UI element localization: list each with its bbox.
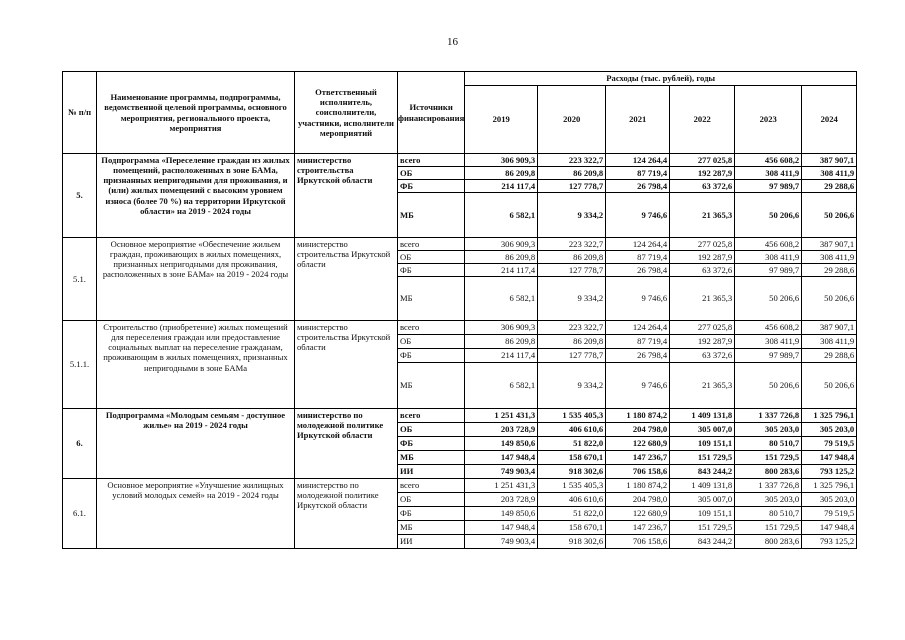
amount-cell: 147 236,7: [606, 451, 670, 465]
funding-source: ФБ: [398, 264, 465, 277]
amount-cell: 86 209,8: [538, 251, 606, 264]
amount-cell: 1 180 874,2: [606, 479, 670, 493]
table-row: [63, 409, 857, 423]
amount-cell: 26 798,4: [606, 264, 670, 277]
item-number: 5.: [63, 154, 97, 238]
amount-cell: 1 325 796,1: [802, 479, 857, 493]
amount-cell: 277 025,8: [670, 238, 735, 251]
amount-cell: 147 948,4: [465, 521, 538, 535]
amount-cell: 80 510,7: [735, 437, 802, 451]
amount-cell: 749 903,4: [465, 465, 538, 479]
amount-cell: 793 125,2: [802, 535, 857, 549]
amount-cell: 223 322,7: [538, 321, 606, 335]
amount-cell: 793 125,2: [802, 465, 857, 479]
header-year: 2023: [735, 86, 802, 154]
amount-cell: 749 903,4: [465, 535, 538, 549]
header-year: 2021: [606, 86, 670, 154]
amount-cell: 86 209,8: [465, 335, 538, 349]
funding-source: всего: [398, 479, 465, 493]
funding-source: ФБ: [398, 180, 465, 193]
amount-cell: 306 909,3: [465, 154, 538, 167]
item-number: 6.: [63, 409, 97, 479]
item-name: Основное мероприятие «Улучшение жилищных условий молодых семей» на 2019 - 2024 годы: [97, 479, 295, 549]
funding-source: МБ: [398, 521, 465, 535]
amount-cell: 192 287,9: [670, 167, 735, 180]
amount-cell: 305 007,0: [670, 493, 735, 507]
amount-cell: 800 283,6: [735, 535, 802, 549]
amount-cell: 124 264,4: [606, 238, 670, 251]
table-body: [63, 154, 857, 549]
amount-cell: 1 337 726,8: [735, 479, 802, 493]
amount-cell: 149 850,6: [465, 437, 538, 451]
funding-source: всего: [398, 154, 465, 167]
item-number: 5.1.1.: [63, 321, 97, 409]
amount-cell: 97 989,7: [735, 180, 802, 193]
amount-cell: 6 582,1: [465, 363, 538, 409]
header-expenses: Расходы (тыс. рублей), годы: [465, 72, 857, 86]
amount-cell: 9 746,6: [606, 193, 670, 238]
amount-cell: 158 670,1: [538, 521, 606, 535]
amount-cell: 87 719,4: [606, 335, 670, 349]
amount-cell: 151 729,5: [735, 521, 802, 535]
amount-cell: 308 411,9: [735, 251, 802, 264]
item-name: Основное мероприятие «Обеспечение жильем граждан, проживающих в жилых помещениях, признанных непригодными для проживания, расположенных в зоне БАМа» на 2019 - 2024 годы: [97, 238, 295, 321]
amount-cell: 50 206,6: [802, 363, 857, 409]
amount-cell: 127 778,7: [538, 349, 606, 363]
budget-table: [62, 71, 857, 549]
amount-cell: 147 948,4: [802, 521, 857, 535]
amount-cell: 79 519,5: [802, 437, 857, 451]
amount-cell: 147 948,4: [465, 451, 538, 465]
header-year: 2022: [670, 86, 735, 154]
amount-cell: 26 798,4: [606, 349, 670, 363]
amount-cell: 86 209,8: [465, 167, 538, 180]
amount-cell: 308 411,9: [735, 335, 802, 349]
amount-cell: 6 582,1: [465, 193, 538, 238]
amount-cell: 86 209,8: [538, 335, 606, 349]
funding-source: ОБ: [398, 335, 465, 349]
amount-cell: 21 365,3: [670, 277, 735, 321]
amount-cell: 1 180 874,2: [606, 409, 670, 423]
amount-cell: 63 372,6: [670, 180, 735, 193]
amount-cell: 9 334,2: [538, 363, 606, 409]
amount-cell: 308 411,9: [802, 251, 857, 264]
amount-cell: 122 680,9: [606, 507, 670, 521]
table-row: [63, 321, 857, 335]
amount-cell: 127 778,7: [538, 180, 606, 193]
amount-cell: 918 302,6: [538, 465, 606, 479]
item-responsible: министерство строительства Иркутской области: [295, 238, 398, 321]
amount-cell: 6 582,1: [465, 277, 538, 321]
amount-cell: 204 798,0: [606, 493, 670, 507]
page-number: 16: [447, 36, 458, 48]
amount-cell: 127 778,7: [538, 264, 606, 277]
amount-cell: 387 907,1: [802, 154, 857, 167]
amount-cell: 151 729,5: [670, 451, 735, 465]
header-year: 2024: [802, 86, 857, 154]
funding-source: МБ: [398, 363, 465, 409]
item-responsible: министерство по молодежной политике Иркутской области: [295, 479, 398, 549]
amount-cell: 1 251 431,3: [465, 409, 538, 423]
item-name: Подпрограмма «Переселение граждан из жилых помещений, расположенных в зоне БАМа, признанных непригодными для проживания, и (или) жилых помещений с высоким уровнем износа (более 70 %) на территории Иркутской области» на 2019 - 2024 годы: [97, 154, 295, 238]
amount-cell: 456 608,2: [735, 238, 802, 251]
amount-cell: 192 287,9: [670, 335, 735, 349]
amount-cell: 918 302,6: [538, 535, 606, 549]
amount-cell: 87 719,4: [606, 167, 670, 180]
amount-cell: 149 850,6: [465, 507, 538, 521]
amount-cell: 706 158,6: [606, 465, 670, 479]
amount-cell: 308 411,9: [802, 335, 857, 349]
funding-source: ОБ: [398, 423, 465, 437]
amount-cell: 305 203,0: [735, 493, 802, 507]
amount-cell: 277 025,8: [670, 321, 735, 335]
amount-cell: 308 411,9: [735, 167, 802, 180]
amount-cell: 80 510,7: [735, 507, 802, 521]
funding-source: МБ: [398, 193, 465, 238]
table-row: [63, 154, 857, 167]
amount-cell: 87 719,4: [606, 251, 670, 264]
amount-cell: 26 798,4: [606, 180, 670, 193]
amount-cell: 9 334,2: [538, 277, 606, 321]
amount-cell: 50 206,6: [802, 277, 857, 321]
amount-cell: 214 117,4: [465, 349, 538, 363]
item-name: Строительство (приобретение) жилых помещений для переселения граждан или предоставление социальных выплат на переселение гражданам, проживающим в жилых помещениях, признанных непригодными в зоне БАМа: [97, 321, 295, 409]
header-year: 2019: [465, 86, 538, 154]
header-num: № п/п: [63, 72, 97, 154]
amount-cell: 63 372,6: [670, 264, 735, 277]
amount-cell: 1 535 405,3: [538, 409, 606, 423]
amount-cell: 203 728,9: [465, 493, 538, 507]
amount-cell: 305 203,0: [802, 423, 857, 437]
amount-cell: 151 729,5: [670, 521, 735, 535]
amount-cell: 214 117,4: [465, 264, 538, 277]
header-responsible: Ответственный исполнитель, соисполнители, участники, исполнители мероприятий: [295, 72, 398, 154]
amount-cell: 21 365,3: [670, 363, 735, 409]
item-responsible: министерство строительства Иркутской области: [295, 321, 398, 409]
amount-cell: 50 206,6: [735, 193, 802, 238]
amount-cell: 124 264,4: [606, 154, 670, 167]
amount-cell: 97 989,7: [735, 349, 802, 363]
amount-cell: 456 608,2: [735, 321, 802, 335]
amount-cell: 86 209,8: [465, 251, 538, 264]
table-row: [63, 238, 857, 251]
amount-cell: 214 117,4: [465, 180, 538, 193]
amount-cell: 305 007,0: [670, 423, 735, 437]
amount-cell: 1 337 726,8: [735, 409, 802, 423]
amount-cell: 706 158,6: [606, 535, 670, 549]
amount-cell: 29 288,6: [802, 264, 857, 277]
amount-cell: 204 798,0: [606, 423, 670, 437]
item-number: 5.1.: [63, 238, 97, 321]
header-name: Наименование программы, подпрограммы, ведомственной целевой программы, основного мероприятия, регионального проекта, мероприятия: [97, 72, 295, 154]
amount-cell: 29 288,6: [802, 349, 857, 363]
header-source: Источники финансирования: [398, 72, 465, 154]
amount-cell: 9 746,6: [606, 277, 670, 321]
amount-cell: 158 670,1: [538, 451, 606, 465]
amount-cell: 50 206,6: [735, 277, 802, 321]
amount-cell: 97 989,7: [735, 264, 802, 277]
amount-cell: 21 365,3: [670, 193, 735, 238]
funding-source: всего: [398, 238, 465, 251]
amount-cell: 406 610,6: [538, 493, 606, 507]
funding-source: ФБ: [398, 437, 465, 451]
amount-cell: 1 251 431,3: [465, 479, 538, 493]
amount-cell: 63 372,6: [670, 349, 735, 363]
amount-cell: 51 822,0: [538, 437, 606, 451]
amount-cell: 203 728,9: [465, 423, 538, 437]
amount-cell: 456 608,2: [735, 154, 802, 167]
funding-source: всего: [398, 409, 465, 423]
amount-cell: 406 610,6: [538, 423, 606, 437]
amount-cell: 122 680,9: [606, 437, 670, 451]
funding-source: ФБ: [398, 349, 465, 363]
amount-cell: 86 209,8: [538, 167, 606, 180]
amount-cell: 124 264,4: [606, 321, 670, 335]
funding-source: ИИ: [398, 535, 465, 549]
amount-cell: 1 535 405,3: [538, 479, 606, 493]
funding-source: МБ: [398, 277, 465, 321]
amount-cell: 306 909,3: [465, 238, 538, 251]
amount-cell: 50 206,6: [802, 193, 857, 238]
funding-source: МБ: [398, 451, 465, 465]
amount-cell: 223 322,7: [538, 238, 606, 251]
funding-source: ОБ: [398, 493, 465, 507]
amount-cell: 223 322,7: [538, 154, 606, 167]
amount-cell: 387 907,1: [802, 238, 857, 251]
amount-cell: 843 244,2: [670, 465, 735, 479]
funding-source: ИИ: [398, 465, 465, 479]
amount-cell: 109 151,1: [670, 507, 735, 521]
amount-cell: 9 334,2: [538, 193, 606, 238]
funding-source: ОБ: [398, 167, 465, 180]
amount-cell: 50 206,6: [735, 363, 802, 409]
amount-cell: 277 025,8: [670, 154, 735, 167]
amount-cell: 843 244,2: [670, 535, 735, 549]
amount-cell: 1 409 131,8: [670, 479, 735, 493]
amount-cell: 147 948,4: [802, 451, 857, 465]
amount-cell: 151 729,5: [735, 451, 802, 465]
item-number: 6.1.: [63, 479, 97, 549]
amount-cell: 1 409 131,8: [670, 409, 735, 423]
amount-cell: 306 909,3: [465, 321, 538, 335]
header-year: 2020: [538, 86, 606, 154]
amount-cell: 305 203,0: [802, 493, 857, 507]
funding-source: всего: [398, 321, 465, 335]
amount-cell: 79 519,5: [802, 507, 857, 521]
amount-cell: 29 288,6: [802, 180, 857, 193]
amount-cell: 308 411,9: [802, 167, 857, 180]
item-name: Подпрограмма «Молодым семьям - доступное жилье» на 2019 - 2024 годы: [97, 409, 295, 479]
amount-cell: 800 283,6: [735, 465, 802, 479]
funding-source: ОБ: [398, 251, 465, 264]
amount-cell: 387 907,1: [802, 321, 857, 335]
item-responsible: министерство по молодежной политике Иркутской области: [295, 409, 398, 479]
amount-cell: 51 822,0: [538, 507, 606, 521]
amount-cell: 192 287,9: [670, 251, 735, 264]
amount-cell: 9 746,6: [606, 363, 670, 409]
funding-source: ФБ: [398, 507, 465, 521]
table-row: [63, 479, 857, 493]
amount-cell: 1 325 796,1: [802, 409, 857, 423]
amount-cell: 147 236,7: [606, 521, 670, 535]
amount-cell: 109 151,1: [670, 437, 735, 451]
item-responsible: министерство строительства Иркутской области: [295, 154, 398, 238]
amount-cell: 305 203,0: [735, 423, 802, 437]
